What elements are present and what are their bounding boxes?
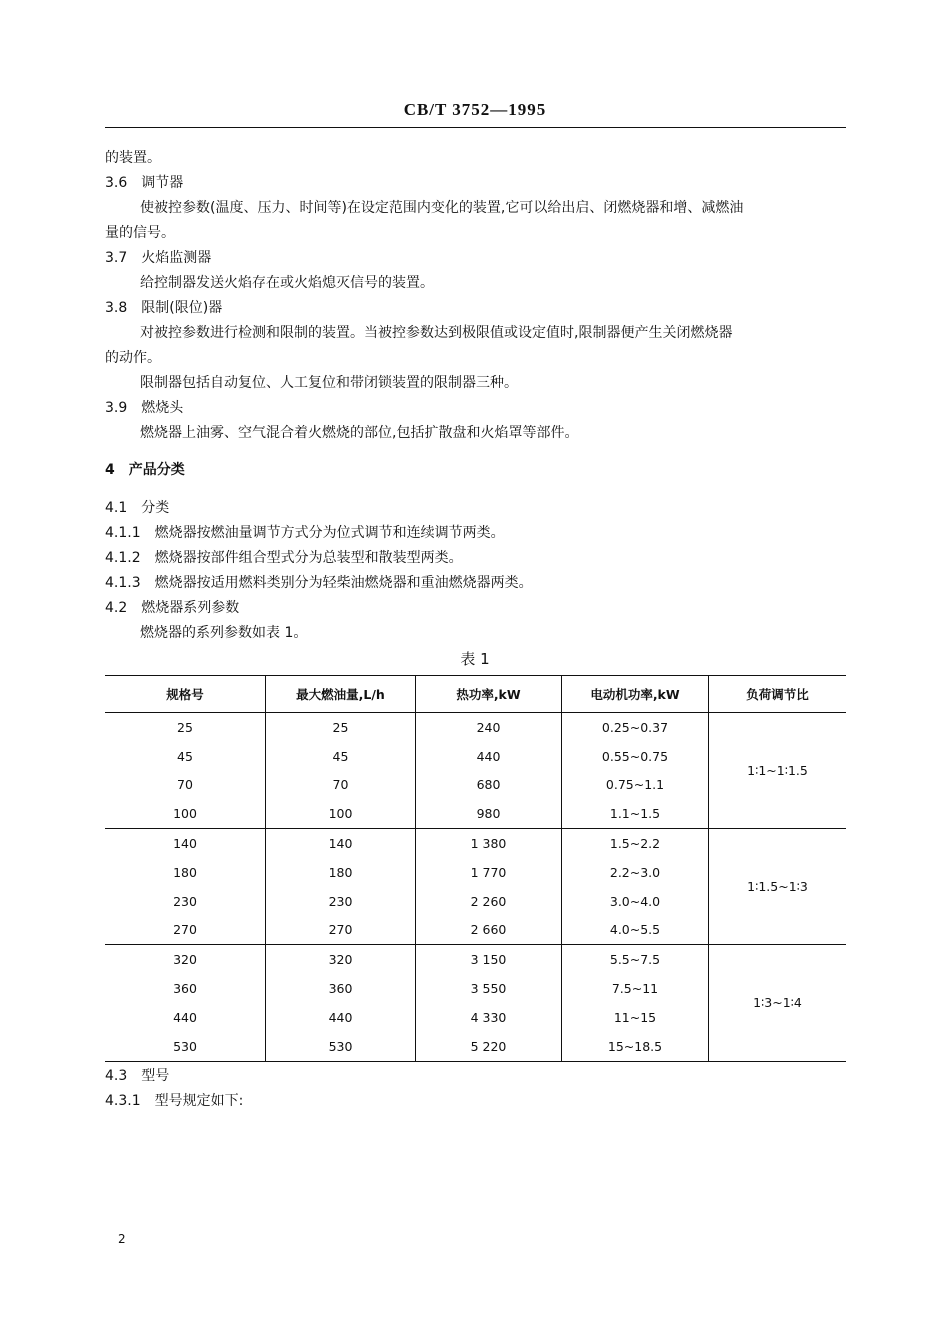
- table-row: [105, 713, 846, 742]
- column-header: 规格号: [105, 676, 266, 713]
- table-cell: 440: [416, 742, 562, 771]
- clause-title: 型号: [141, 1068, 170, 1084]
- clause-number: 4.1.1: [105, 525, 141, 541]
- clause-title: 火焰监测器: [141, 250, 212, 266]
- table-cell: 1 770: [416, 858, 562, 887]
- table-cell: 140: [173, 836, 197, 852]
- table-cell: 5 220: [416, 1032, 562, 1061]
- clause-number: 4.2: [105, 600, 128, 616]
- section-4-heading: [105, 460, 185, 480]
- table-cell: 320: [266, 945, 416, 974]
- clause-number: 4.3.1: [105, 1093, 141, 1109]
- table-cell: 230: [266, 887, 416, 916]
- table-cell: 0.75~1.1: [562, 771, 709, 800]
- text-line: 给控制器发送火焰存在或火焰熄灭信号的装置。: [140, 275, 434, 291]
- table-cell: 440: [173, 1009, 197, 1025]
- table-cell: 680: [416, 771, 562, 800]
- table-cell: 530: [105, 1032, 266, 1061]
- clause-number: 4.3: [105, 1068, 128, 1084]
- table-cell: 4 330: [416, 1003, 562, 1032]
- table-caption: 表 1: [460, 650, 490, 668]
- table-cell: 240: [416, 713, 562, 742]
- clause-4-1-1: [105, 523, 505, 543]
- clause-4-3: [105, 1066, 169, 1086]
- table-cell: 270: [266, 916, 416, 945]
- clause-4-3-1: [105, 1091, 243, 1111]
- text-line: 的动作。: [105, 350, 161, 366]
- clause-number: 3.6: [105, 175, 128, 191]
- header-rule: [105, 127, 846, 128]
- table-row: [105, 945, 846, 974]
- load-ratio-cell: 1∶3~1∶4: [709, 945, 847, 1061]
- table-cell: 1 380: [416, 829, 562, 858]
- clause-text: 型号规定如下:: [154, 1093, 244, 1109]
- table-cell: 230: [173, 893, 197, 909]
- clause-3-8: [105, 298, 222, 318]
- clause-title: 限制(限位)器: [141, 300, 223, 316]
- clause-number: 4.1: [105, 500, 128, 516]
- table-cell: 270: [105, 916, 266, 945]
- column-header: 电动机功率,kW: [562, 676, 709, 713]
- table-cell: 2 660: [416, 916, 562, 945]
- text-line: 限制器包括自动复位、人工复位和带闭锁装置的限制器三种。: [140, 375, 518, 391]
- clause-4-2: [105, 598, 239, 618]
- table-cell: 70: [177, 777, 193, 793]
- table-cell: 1.5~2.2: [562, 829, 709, 858]
- clause-number: 3.7: [105, 250, 128, 266]
- table-cell: 180: [266, 858, 416, 887]
- clause-text: 燃烧器按适用燃料类别分为轻柴油燃烧器和重油燃烧器两类。: [154, 575, 533, 591]
- text-line: 使被控参数(温度、压力、时间等)在设定范围内变化的装置,它可以给出启、闭燃烧器和增、减燃油: [140, 200, 744, 216]
- text-line: 燃烧器上油雾、空气混合着火燃烧的部位,包括扩散盘和火焰罩等部件。: [140, 425, 579, 441]
- table-cell: 100: [105, 799, 266, 828]
- column-header: 热功率,kW: [416, 676, 562, 713]
- table-cell: 0.25~0.37: [562, 713, 709, 742]
- clause-title: 调节器: [141, 175, 184, 191]
- column-header: 负荷调节比: [709, 676, 847, 713]
- table-cell: 25: [266, 713, 416, 742]
- table-cell: 11~15: [562, 1003, 709, 1032]
- table-cell: 7.5~11: [562, 974, 709, 1003]
- clause-4-1-2: [105, 548, 463, 568]
- document-header: CB/T 3752—1995: [403, 100, 547, 119]
- clause-title: 分类: [141, 500, 170, 516]
- clause-title: 燃烧器系列参数: [141, 600, 240, 616]
- text-line: 的装置。: [105, 150, 161, 166]
- clause-number: 3.9: [105, 400, 128, 416]
- table-row: [105, 829, 846, 858]
- table-cell: 45: [177, 748, 193, 764]
- clause-number: 4.1.3: [105, 575, 141, 591]
- table-header-row: [105, 676, 846, 713]
- column-header: 最大燃油量,L/h: [266, 676, 416, 713]
- clause-number: 3.8: [105, 300, 128, 316]
- clause-number: 4.1.2: [105, 550, 141, 566]
- load-ratio-cell: 1∶1~1∶1.5: [709, 713, 847, 829]
- table-cell: 5.5~7.5: [562, 945, 709, 974]
- table-cell: 25: [177, 719, 193, 735]
- table-cell: 530: [266, 1032, 416, 1061]
- load-ratio-cell: 1∶1.5~1∶3: [709, 829, 847, 945]
- clause-3-6: [105, 173, 183, 193]
- table-cell: 0.55~0.75: [562, 742, 709, 771]
- clause-3-7: [105, 248, 211, 268]
- table-cell: 2.2~3.0: [562, 858, 709, 887]
- clause-text: 燃烧器按部件组合型式分为总装型和散装型两类。: [154, 550, 463, 566]
- table-cell: 360: [266, 974, 416, 1003]
- table-cell: 100: [266, 799, 416, 828]
- table-cell: 15~18.5: [562, 1032, 709, 1061]
- clause-text: 燃烧器按燃油量调节方式分为位式调节和连续调节两类。: [154, 525, 505, 541]
- text-line: 量的信号。: [105, 225, 175, 241]
- table-cell: 980: [416, 799, 562, 828]
- clause-title: 燃烧头: [141, 400, 184, 416]
- clause-4-1-3: [105, 573, 533, 593]
- table-cell: 3.0~4.0: [562, 887, 709, 916]
- table-cell: 3 550: [416, 974, 562, 1003]
- table-cell: 3 150: [416, 945, 562, 974]
- table-cell: 2 260: [416, 887, 562, 916]
- table-cell: 440: [266, 1003, 416, 1032]
- table-cell: 4.0~5.5: [562, 916, 709, 945]
- section-title: 产品分类: [128, 462, 185, 478]
- table-cell: 320: [173, 952, 197, 968]
- table-cell: 70: [266, 771, 416, 800]
- table-cell: 140: [266, 829, 416, 858]
- table-cell: 1.1~1.5: [562, 799, 709, 828]
- page-number: 2: [118, 1232, 126, 1246]
- table-cell: 360: [173, 981, 197, 997]
- table-cell: 45: [266, 742, 416, 771]
- text-line: 对被控参数进行检测和限制的装置。当被控参数达到极限值或设定值时,限制器便产生关闭燃烧器: [140, 325, 733, 341]
- table-cell: 180: [173, 864, 197, 880]
- clause-4-1: [105, 498, 169, 518]
- text-line: 燃烧器的系列参数如表 1。: [140, 625, 308, 641]
- clause-number: 4: [105, 462, 115, 478]
- clause-3-9: [105, 398, 183, 418]
- spec-table: [105, 675, 846, 1062]
